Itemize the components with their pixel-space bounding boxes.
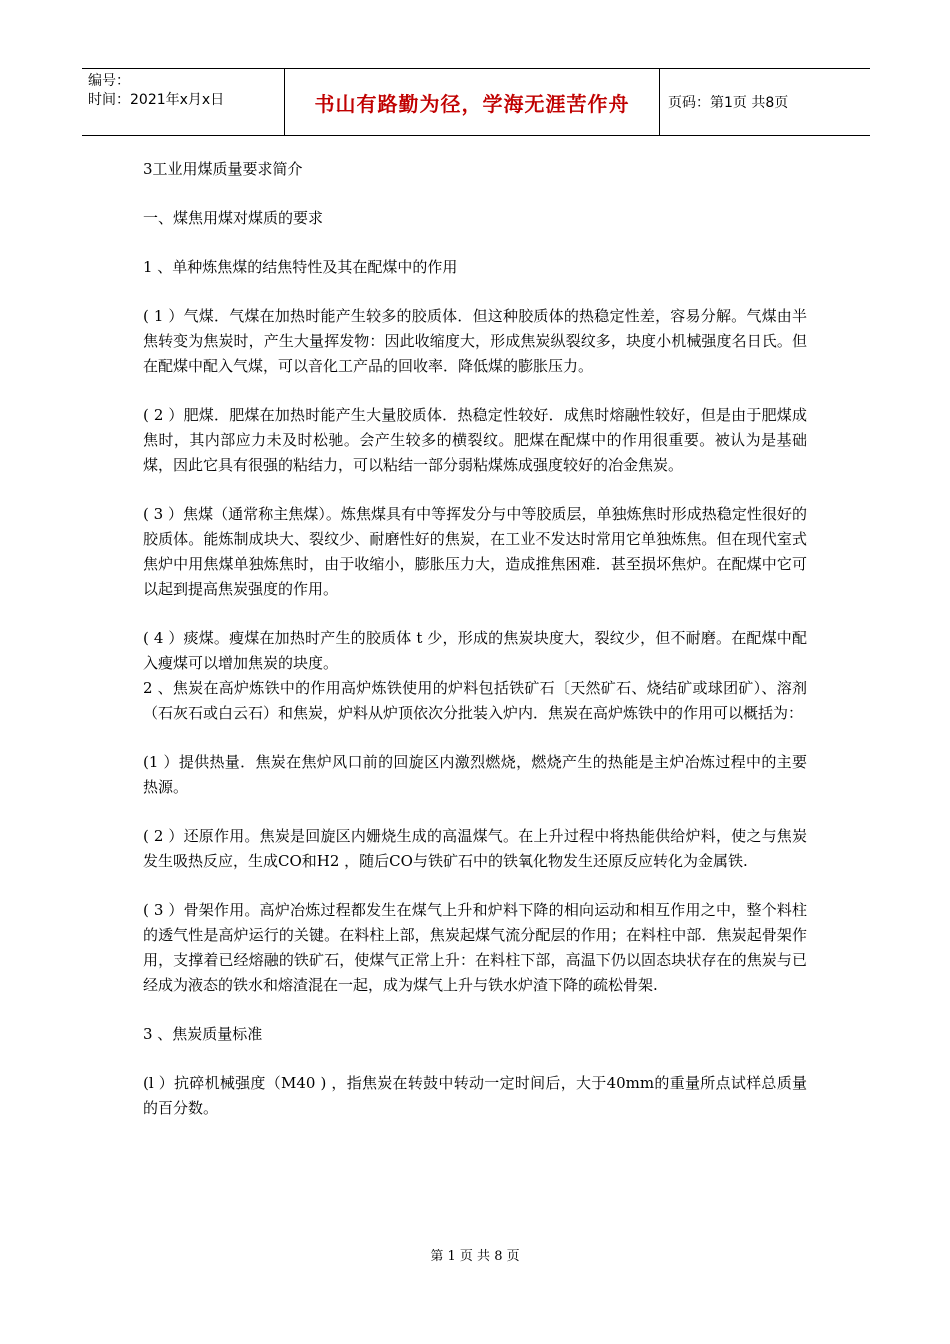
doc-time-label: 时间：2021年x月x日 bbox=[88, 92, 225, 108]
subheading-3: 3 、焦炭质量标准 bbox=[143, 1025, 263, 1043]
doc-number-label: 编号： bbox=[88, 73, 130, 89]
doc-title: 3工业用煤质量要求简介 bbox=[143, 160, 303, 178]
paragraph-heat: (1 ）提供热量．焦炭在焦炉风口前的回旋区内激烈燃烧，燃烧产生的热能是主炉冶炼过程中的主要热源。 bbox=[143, 753, 807, 796]
paragraph-skeleton: ( 3 ）骨架作用。高炉冶炼过程都发生在煤气上升和炉料下降的相向运动和相互作用之中，整个料柱的透气性是高炉运行的关键。在料柱上部，焦炭起煤气流分配层的作用；在料柱中部．焦炭起骨架作用，支撑着已经熔融的铁矿石，使煤气正常上升：在料柱下部，高温下仍以固态块状存在的焦炭与已经成为液态的铁水和熔渣混在一起，成为煤气上升与铁水炉渣下降的疏松骨架. bbox=[143, 901, 807, 994]
document-body bbox=[143, 157, 807, 1145]
paragraph-coke-role: 2 、焦炭在高炉炼铁中的作用高炉炼铁使用的炉料包括铁矿石〔天然矿石、烧结矿或球团矿）、溶剂（石灰石或白云石）和焦炭，炉料从炉顶依次分批装入炉内．焦炭在高炉炼铁中的作用可以概括为： bbox=[143, 679, 807, 722]
paragraph-coking-coal: ( 3 ）焦煤（通常称主焦煤）。炼焦煤具有中等挥发分与中等胶质层，单独炼焦时形成热稳定性很好的胶质体。能炼制成块大、裂纹少、耐磨性好的焦炭，在工业不发达时常用它单独炼焦。但在现代室式焦炉中用焦煤单独炼焦时，由于收缩小，膨胀压力大，造成推焦困难．甚至损坏焦炉。在配煤中它可以起到提高焦炭强度的作用。 bbox=[143, 505, 807, 598]
subheading-1: 1 、单种炼焦煤的结焦特性及其在配煤中的作用 bbox=[143, 258, 458, 276]
paragraph-gas-coal: ( 1 ）气煤．气煤在加热时能产生较多的胶质体．但这种胶质体的热稳定性差，容易分解。气煤由半焦转变为焦炭时，产生大量挥发物：因此收缩度大，形成焦炭纵裂纹多，块度小机械强度名日氏。但在配煤中配入气煤，可以音化工产品的回收率．降低煤的膨胀压力。 bbox=[143, 307, 807, 375]
section-heading-1: 一、煤焦用煤对煤质的要求 bbox=[143, 209, 324, 227]
paragraph-lean-coal: ( 4 ）痰煤。瘦煤在加热时产生的胶质体 t 少，形成的焦炭块度大，裂纹少，但不耐磨。在配煤中配入瘦煤可以增加焦炭的块度。 bbox=[143, 629, 807, 672]
paragraph-fat-coal: ( 2 ）肥煤．肥煤在加热时能产生大量胶质体．热稳定性较好．成焦时熔融性较好，但是由于肥煤成焦时，其内部应力未及时松驰。会产生较多的横裂纹。肥煤在配煤中的作用很重要。被认为是基础煤，因此它具有很强的粘结力，可以粘结一部分弱粘煤炼成强度较好的冶金焦炭。 bbox=[143, 406, 807, 474]
header-slogan: 书山有路勤为径，学海无涯苦作舟 bbox=[285, 69, 660, 135]
paragraph-m40: (l ）抗碎机械强度（M40 ) ，指焦炭在转鼓中转动一定时间后，大于40mm的重量所点试样总质量的百分数。 bbox=[143, 1074, 807, 1117]
paragraph-reduction: ( 2 ）还原作用。焦炭是回旋区内姗烧生成的高温煤气。在上升过程中将热能供给炉料，使之与焦炭发生吸热反应，生成CO和H2 ，随后CO与铁矿石中的铁氧化物发生还原反应转化为金属铁. bbox=[143, 827, 807, 870]
header-meta bbox=[82, 69, 285, 135]
header-page-code: 页码：第1页 共8页 bbox=[668, 95, 789, 111]
page-header bbox=[82, 68, 870, 136]
page-footer: 第 1 页 共 8 页 bbox=[430, 1249, 520, 1264]
